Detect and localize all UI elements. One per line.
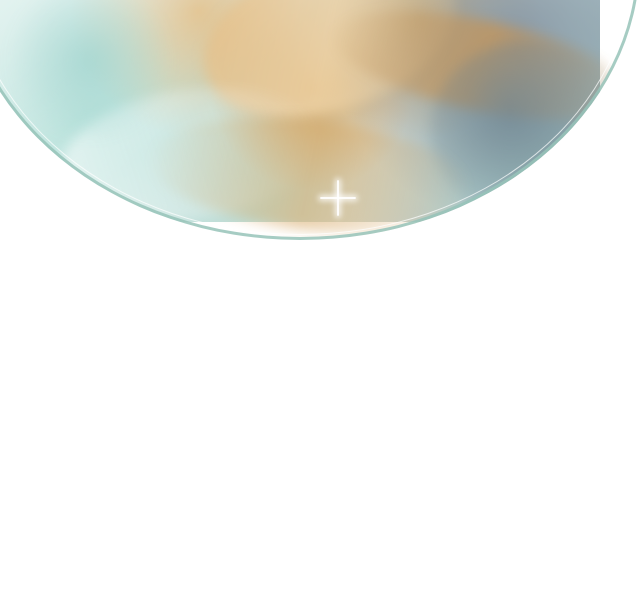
product-hero-image [0, 0, 600, 222]
page-title [38, 258, 562, 327]
feature-label: Kaitseb alust [446, 504, 504, 516]
shield-check-icon [457, 448, 493, 494]
feature-item-tempered-glass [38, 531, 213, 610]
feature-label: Karastatud klaas [88, 595, 163, 607]
feature-item-print-quality [213, 440, 388, 519]
feature-grid [38, 440, 562, 610]
feature-label: Poleeritud servad [261, 595, 339, 607]
thermometer-icon [108, 448, 142, 494]
feature-item-surface-protection [387, 440, 562, 519]
feature-label: Temperatuurikindel [83, 504, 168, 516]
diamond-icon [105, 539, 145, 585]
thickness-arrows-icon [455, 539, 495, 585]
feature-item-temperature [38, 440, 213, 519]
feature-item-thickness [387, 531, 562, 610]
ultra-hd-top-label: ultra [292, 460, 308, 468]
page-title-line-2: – Täiuslikkus igas detailis [38, 294, 325, 325]
page-title-line-1: Kaminaplaat [38, 260, 179, 290]
polished-edges-icon [282, 539, 318, 585]
product-description: Toode on valmistatud kvaliteetsest 4 mm paksusest karastatud klaasist, mis rõhutab trüki värvide sügavust ja annab elegantse läike. See on kuumuskindel ja kaitseb kahjustuste eest, tagades kamina ümbruse kaitse aastateks. [38, 350, 554, 409]
feature-label: Kõrgekvaliteediline trükk [246, 504, 354, 516]
feature-label: Paksus 4 mm [444, 595, 505, 607]
product-content [0, 222, 600, 610]
feature-item-polished-edges [213, 531, 388, 610]
ultra-hd-bottom-label: HD [291, 467, 309, 482]
ultra-hd-icon [282, 448, 318, 494]
